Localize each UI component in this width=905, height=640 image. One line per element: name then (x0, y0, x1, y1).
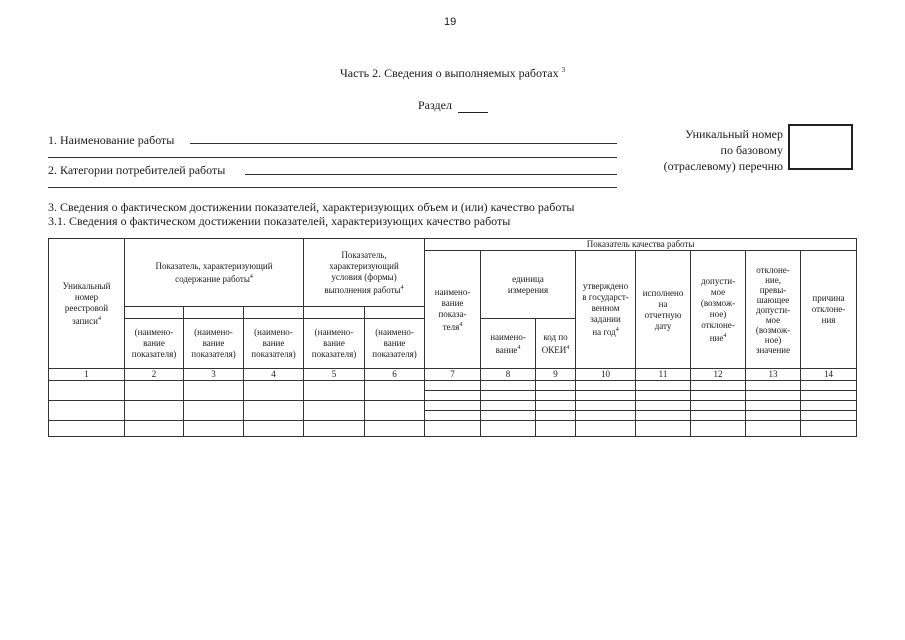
table-row (49, 421, 857, 437)
table-cell[interactable] (49, 421, 125, 437)
table-cell[interactable] (304, 401, 365, 421)
exceeding-deviation-header: отклоне- ние, превы- шающее допусти- мое (возмож- ное) значение (746, 251, 801, 369)
col-number: 10 (576, 369, 636, 381)
table-cell[interactable] (746, 411, 801, 421)
col-number: 6 (365, 369, 425, 381)
col-number: 7 (425, 369, 481, 381)
consumer-category-field-line2[interactable] (48, 187, 617, 188)
col-number: 11 (636, 369, 691, 381)
table-cell[interactable] (636, 421, 691, 437)
table-cell[interactable] (576, 381, 636, 391)
unit-name-header: наимено- вание$^4$ (481, 319, 536, 369)
indicator-name-header: наимено- вание показа- теля$^4$ (425, 251, 481, 369)
work-name-label: 1. Наименование работы (48, 133, 175, 147)
table-cell[interactable] (425, 401, 481, 411)
table-cell[interactable] (801, 421, 857, 437)
table-cell[interactable] (425, 411, 481, 421)
table-cell[interactable] (481, 381, 536, 391)
table-cell[interactable] (691, 391, 746, 401)
table-cell[interactable] (481, 421, 536, 437)
unique-number-line2: по базовому (720, 143, 783, 157)
table-cell[interactable] (125, 401, 184, 421)
table-cell[interactable] (746, 391, 801, 401)
content-sub-empty-3 (244, 307, 304, 319)
table-cell[interactable] (691, 401, 746, 411)
work-name-field[interactable] (190, 143, 617, 144)
table-cell[interactable] (425, 391, 481, 401)
okei-code-header: код по ОКЕИ$^4$ (536, 319, 576, 369)
table-cell[interactable] (636, 391, 691, 401)
conditions-indicator-header: Показатель, характеризующий условия (формы) выполнения работы$^4$ (304, 239, 425, 307)
table-cell[interactable] (746, 421, 801, 437)
unique-number-label (664, 126, 783, 174)
table-cell[interactable] (425, 421, 481, 437)
consumer-category-field[interactable] (245, 174, 617, 175)
table-row (49, 401, 857, 411)
col-number: 3 (184, 369, 244, 381)
content-indicator-header: Показатель, характеризующий содержание работы$^4$ (125, 239, 304, 307)
table-cell[interactable] (801, 411, 857, 421)
unique-number-line1: Уникальный номер (685, 127, 783, 141)
table-cell[interactable] (244, 401, 304, 421)
table-cell[interactable] (691, 421, 746, 437)
col-number: 14 (801, 369, 857, 381)
part-title-text: Часть 2. Сведения о выполняемых работах (339, 66, 559, 80)
col-number: 5 (304, 369, 365, 381)
work-name-field-line2[interactable] (48, 157, 617, 158)
table-cell[interactable] (125, 421, 184, 437)
table-cell[interactable] (481, 391, 536, 401)
col-number: 8 (481, 369, 536, 381)
col-number: 13 (746, 369, 801, 381)
page-number: 19 (444, 16, 457, 28)
table-cell[interactable] (536, 381, 576, 391)
quality-table (48, 238, 857, 437)
unit-header: единица измерения (481, 251, 576, 319)
table-cell[interactable] (184, 421, 244, 437)
allowed-deviation-header: допусти- мое (возмож- ное) отклоне- ние$^4$ (691, 251, 746, 369)
part-title-footnote: 3 (561, 66, 566, 74)
executed-header: исполнено на отчетную дату (636, 251, 691, 369)
consumer-category-label: 2. Категории потребителей работы (48, 163, 226, 177)
table-cell[interactable] (576, 391, 636, 401)
content-sub-empty-2 (184, 307, 244, 319)
approved-header: утверждено в государст- венном задании на год$^4$ (576, 251, 636, 369)
col-number: 9 (536, 369, 576, 381)
col-number: 12 (691, 369, 746, 381)
table-cell[interactable] (576, 411, 636, 421)
table-cell[interactable] (746, 401, 801, 411)
table-cell[interactable] (691, 381, 746, 391)
part-title (0, 66, 905, 81)
table-cell[interactable] (365, 381, 425, 401)
table-cell[interactable] (184, 401, 244, 421)
table-cell[interactable] (536, 391, 576, 401)
table-cell[interactable] (481, 401, 536, 411)
table-cell[interactable] (49, 401, 125, 421)
table-cell[interactable] (636, 401, 691, 411)
table-cell[interactable] (49, 381, 125, 401)
table-cell[interactable] (184, 381, 244, 401)
table-cell[interactable] (801, 391, 857, 401)
table-cell[interactable] (636, 381, 691, 391)
conditions-indicator-name-1: (наимено- вание показателя) (304, 319, 365, 369)
table-cell[interactable] (801, 401, 857, 411)
registry-header: Уникальный номер реестровой записи$^4$ (49, 239, 125, 369)
section-number-blank[interactable] (458, 101, 488, 113)
heading-3-1: 3.1. Сведения о фактическом достижении показателей, характеризующих качество работы (48, 214, 511, 228)
table-cell[interactable] (481, 411, 536, 421)
conditions-sub-empty-1 (304, 307, 365, 319)
table-row (49, 381, 857, 391)
table-cell[interactable] (636, 411, 691, 421)
col-number: 1 (49, 369, 125, 381)
heading-3: 3. Сведения о фактическом достижении показателей, характеризующих объем и (или) качество работы (48, 200, 575, 214)
table-cell[interactable] (365, 421, 425, 437)
table-cell[interactable] (801, 381, 857, 391)
table-cell[interactable] (576, 401, 636, 411)
table-cell[interactable] (691, 411, 746, 421)
table-cell[interactable] (425, 381, 481, 391)
conditions-indicator-name-2: (наимено- вание показателя) (365, 319, 425, 369)
table-cell[interactable] (536, 421, 576, 437)
content-indicator-name-2: (наимено- вание показателя) (184, 319, 244, 369)
table-cell[interactable] (746, 381, 801, 391)
content-sub-empty-1 (125, 307, 184, 319)
quality-indicator-header: Показатель качества работы (425, 239, 857, 251)
table-cell[interactable] (125, 381, 184, 401)
table-cell[interactable] (536, 401, 576, 411)
table-cell[interactable] (304, 421, 365, 437)
table-cell[interactable] (244, 381, 304, 401)
unique-number-box[interactable] (788, 124, 853, 170)
col-number: 4 (244, 369, 304, 381)
table-cell[interactable] (304, 381, 365, 401)
content-indicator-name-1: (наимено- вание показателя) (125, 319, 184, 369)
section-label: Раздел (418, 98, 452, 112)
section-line (418, 98, 488, 113)
content-indicator-name-3: (наимено- вание показателя) (244, 319, 304, 369)
unique-number-line3: (отраслевому) перечню (663, 159, 783, 173)
table-cell[interactable] (244, 421, 304, 437)
table-cell[interactable] (536, 411, 576, 421)
table-cell[interactable] (365, 401, 425, 421)
column-number-row (49, 369, 857, 381)
table-cell[interactable] (576, 421, 636, 437)
conditions-sub-empty-2 (365, 307, 425, 319)
deviation-reason-header: причина отклоне- ния (801, 251, 857, 369)
col-number: 2 (125, 369, 184, 381)
